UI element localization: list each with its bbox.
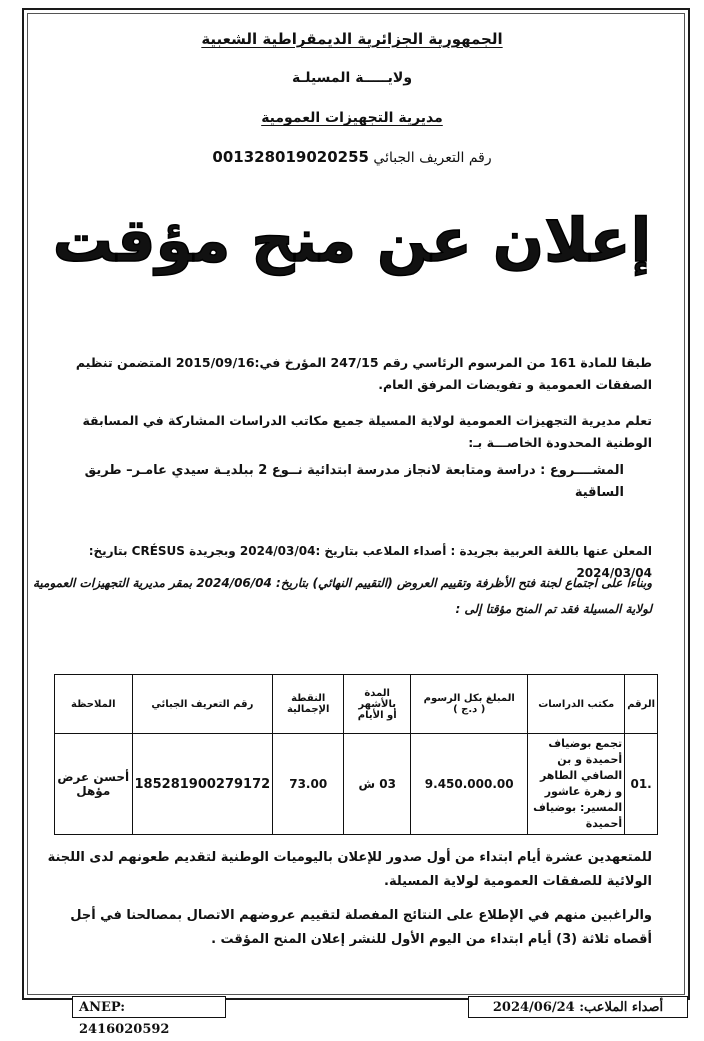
project-paragraph: المشــــروع : دراسة ومتابعة لانجاز مدرسة ابتدائية نــوع 2 ببلديـة سيدي عامـر– طريق الساقية (84, 463, 624, 500)
th-amount-line2: ( د.ج ) (453, 704, 486, 715)
cell-amount: 9.450.000.00 (411, 734, 528, 835)
tax-id-value: 001328019020255 (212, 148, 369, 166)
notice-paragraph: تعلم مديرية التجهيزات العمومية لولاية المسيلة جميع مكاتب الدراسات المشاركة في المسابقة الوطنية المحدودة الخاصـــة بـ: (82, 413, 652, 450)
anep-stamp: ANEP: 2416020592 (72, 996, 226, 1018)
header-tax-id (0, 148, 704, 166)
meeting-paragraph: وبناءا على اجتماع لجنة فتح الأظرفة وتقييم العروض (التقييم النهائي) بتاريخ: 2024/06/04 بمقر مديرية التجهيزات العمومية لولاية المسيلة فقد تم المنح مؤقتا إلى : (32, 576, 652, 616)
th-office: مكتب الدراسات (528, 675, 625, 734)
republic-text: الجمهورية الجزائرية الديمقراطية الشعبية (201, 30, 503, 48)
th-duration-line1: المدة بالأشهر (358, 687, 397, 710)
award-table (54, 674, 658, 835)
publication-stamp: أصداء الملاعب: 2024/06/24 (468, 996, 688, 1018)
th-number: الرقم (625, 675, 658, 734)
legal-basis-paragraph: طبقا للمادة 161 من المرسوم الرئاسي رقم 247/15 المؤرخ في:2015/09/16 المتضمن تنظيم الصفقات العمومية و تفويضات المرفق العام. (75, 355, 652, 392)
tax-id-label: رقم التعريف الجبائي (373, 150, 492, 166)
header-directorate (0, 110, 704, 126)
directorate-text: مديرية التجهيزات العمومية (261, 110, 443, 126)
cell-note: أحسن عرض مؤهل (55, 734, 133, 835)
header-republic (0, 30, 704, 48)
th-amount-line1: المبلغ بكل الرسوم (423, 693, 515, 704)
cell-number: .01 (625, 734, 658, 835)
cell-score: 73.00 (273, 734, 344, 835)
th-tax-id: رقم التعريف الجبائي (132, 675, 273, 734)
th-score: النقطة الإجمالية (273, 675, 344, 734)
document-title: إعلان عن منح مؤقت (52, 206, 652, 276)
appeal-paragraph: للمتعهدين عشرة أيام ابتداء من أول صدور للإعلان باليوميات الوطنية لتقديم طعونهم لدى اللجنة الولائية للصفقات العمومية لولاية المسيلة. (47, 850, 652, 889)
header-wilaya: ولايـــــة المسيلـة (291, 70, 413, 86)
th-duration (344, 675, 411, 734)
publication-paragraph: المعلن عنها باللغة العربية بجريدة : أصداء الملاعب بتاريخ :2024/03/04 وبجريدة CRÉSUS بتاريخ: 2024/03/04 (88, 544, 652, 580)
table-row (55, 734, 658, 835)
cell-duration: 03 ش (344, 734, 411, 835)
th-note: الملاحظة (55, 675, 133, 734)
results-paragraph: والراغبين منهم في الإطلاع على النتائج المفصلة لتقييم عروضهم الاتصال بمصالحنا في أجل أقصاه ثلاثة (3) أيام ابتداء من اليوم الأول للنشر إعلان المنح المؤقت . (70, 908, 652, 947)
th-duration-line2: أو الأيام (357, 709, 397, 721)
award-table-header-row (55, 675, 658, 734)
th-amount (411, 675, 528, 734)
cell-office: تجمع بوضياف أحميدة و بن الصافي الطاهر و زهرة عاشور المسير: بوضياف أحميدة (528, 734, 625, 835)
cell-tax-id: 185281900279172 (132, 734, 273, 835)
